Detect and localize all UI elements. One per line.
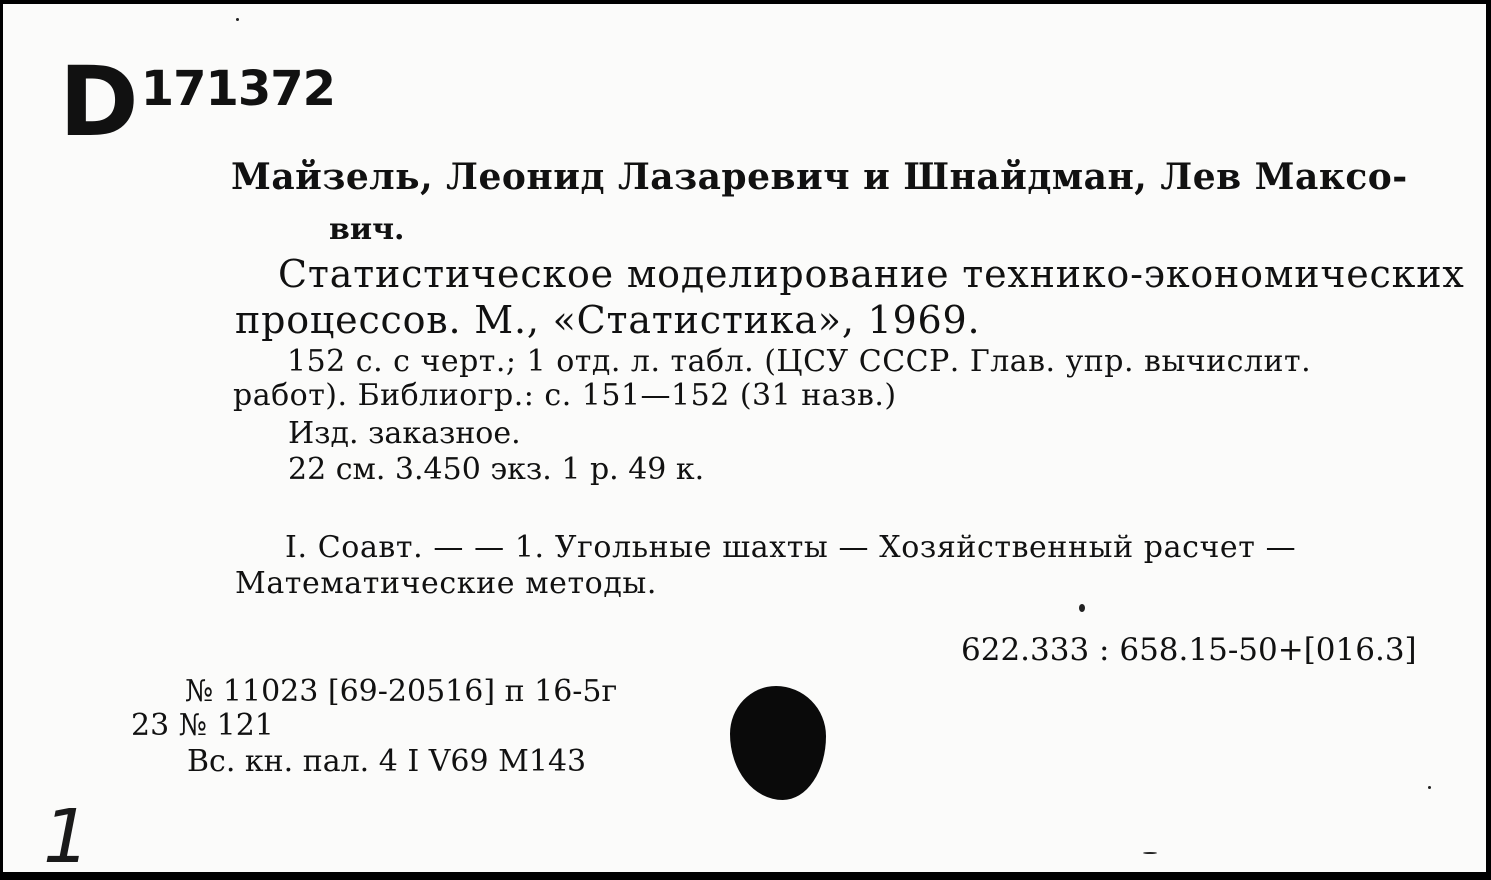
subject-tracing-line-2: Математические методы. <box>235 566 658 601</box>
shelfmark-number: 171372 <box>140 61 336 117</box>
footer-line-2: 23 № 121 <box>131 708 274 743</box>
shelfmark-letter: D <box>59 46 139 158</box>
title-line-2: процессов. М., «Статистика», 1969. <box>235 298 981 342</box>
subject-tracing-line-1: I. Соавт. — — 1. Угольные шахты — Хозяйственный расчет — <box>285 530 1297 565</box>
speck <box>236 18 239 21</box>
catalog-card <box>3 4 1486 880</box>
size-note: 22 см. 3.450 экз. 1 р. 49 к. <box>288 452 705 487</box>
ink-blot <box>730 686 826 800</box>
speck <box>1143 852 1157 854</box>
author-line: Майзель, Леонид Лазаревич и Шнайдман, Лев Максо- <box>231 156 1408 198</box>
physical-description-line-2: работ). Библиогр.: с. 151—152 (31 назв.) <box>233 378 897 413</box>
udc-classification: 622.333 : 658.15-50+[016.3] <box>961 632 1417 668</box>
handwritten-mark: 1 <box>43 794 91 880</box>
speck <box>1428 786 1431 789</box>
footer-line-1: № 11023 [69-20516] п 16-5г <box>185 674 618 709</box>
title-line-1: Статистическое моделирование технико-экономических <box>278 252 1465 296</box>
shelfmark <box>59 46 336 158</box>
physical-description-line-1: 152 с. с черт.; 1 отд. л. табл. (ЦСУ СССР. Глав. упр. вычислит. <box>287 344 1312 379</box>
edition-note: Изд. заказное. <box>288 416 521 451</box>
author-line-continued: вич. <box>329 212 405 247</box>
speck <box>1079 604 1085 612</box>
footer-line-3: Вс. кн. пал. 4 I V69 М143 <box>187 744 587 779</box>
